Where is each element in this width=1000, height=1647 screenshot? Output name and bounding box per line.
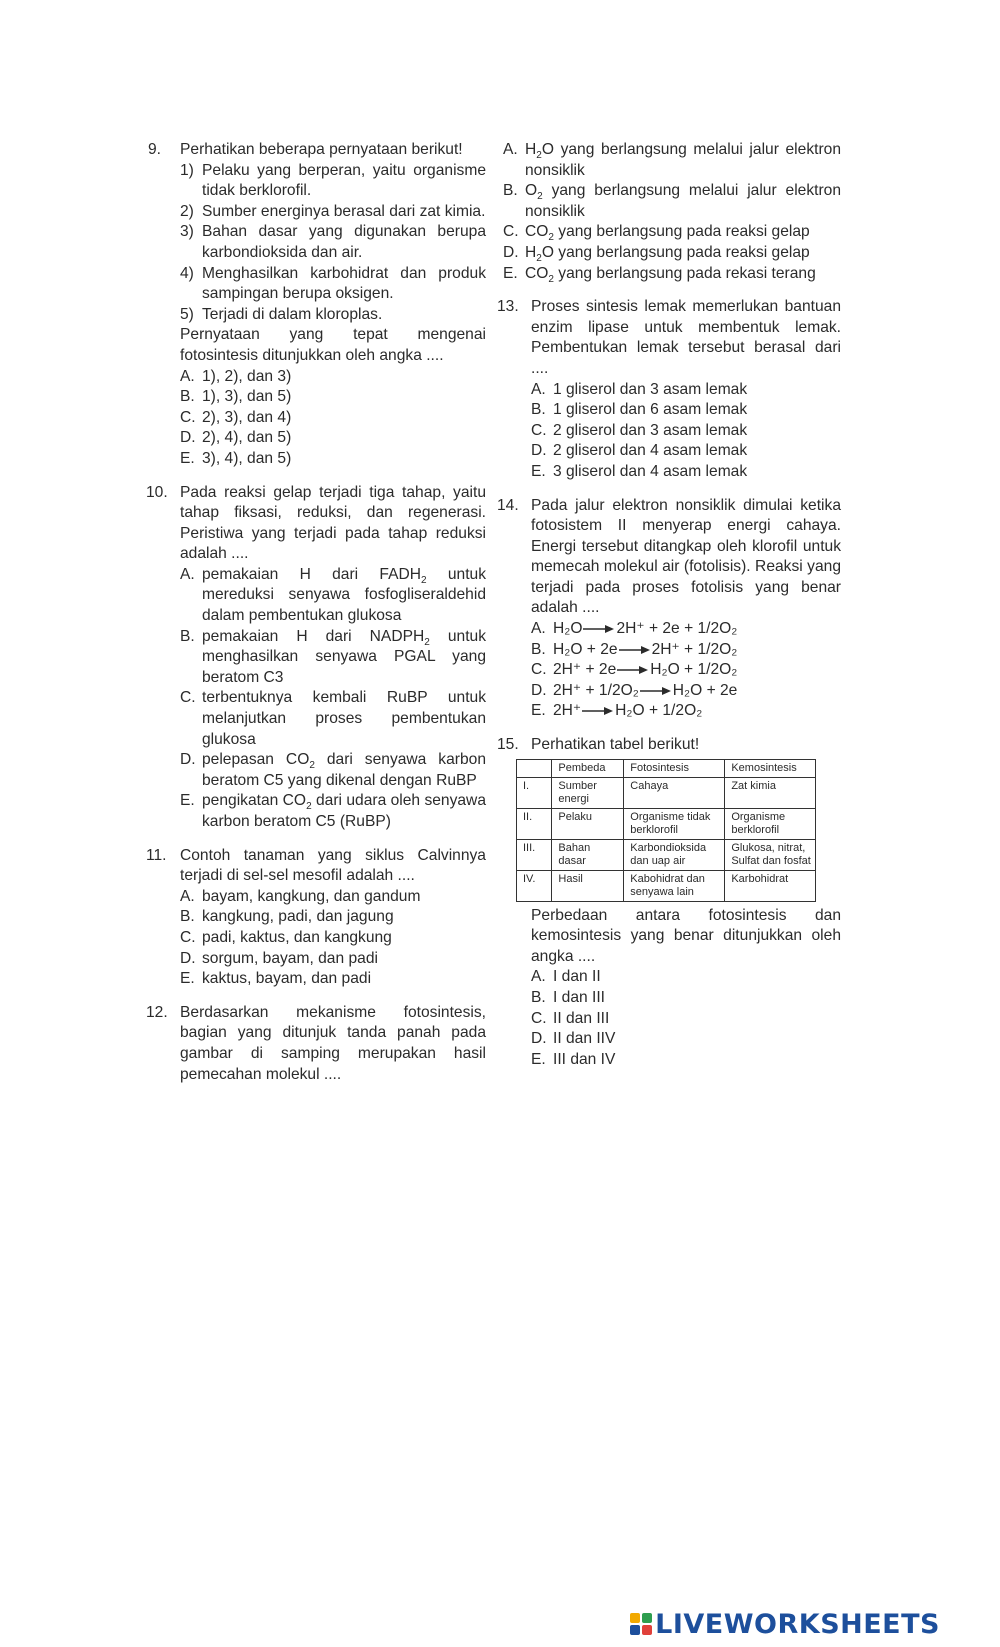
table-cell: Glukosa, nitrat, Sulfat dan fosfat: [725, 839, 816, 870]
left-column: [148, 140, 486, 1098]
table-cell: Cahaya: [624, 777, 725, 808]
answer-option-b[interactable]: B. I dan III: [531, 989, 606, 1006]
question-prompt: Pernyataan yang tepat mengenai fotosintesis ditunjukkan oleh angka ....: [180, 326, 486, 364]
question-stem: Berdasarkan mekanisme fotosintesis, bagian yang ditunjuk tanda panah pada gambar di samping merupakan hasil pemecahan molekul ....: [180, 1003, 486, 1083]
comparison-table: [516, 759, 816, 902]
question-14: [499, 496, 841, 723]
question-number: 10.: [146, 483, 168, 501]
question-number: 9.: [148, 141, 162, 158]
question-stem: Pada reaksi gelap terjadi tiga tahap, yaitu tahap fiksasi, reduksi, dan regenerasi. Peristiwa yang terjadi pada tahap reduksi adalah ....: [180, 483, 486, 563]
statement-item: 5) Terjadi di dalam kloroplas.: [180, 305, 383, 323]
liveworksheets-brand[interactable]: [630, 1610, 940, 1638]
answer-option-b[interactable]: B. pemakaian H dari $NADPH_2$ untuk menghasilkan senyawa PGAL yang beratom C3: [180, 627, 486, 686]
question-stem: Perhatikan beberapa pernyataan berikut!: [180, 141, 463, 158]
table-cell: II.: [517, 808, 552, 839]
reaction-arrow-icon: [640, 686, 672, 696]
table-row: [517, 839, 816, 870]
question-number: 15.: [497, 736, 519, 754]
answer-option-e[interactable]: E. 3), 4), dan 5): [180, 449, 292, 467]
answer-option-c[interactable]: C. 2H⁺ + 2e H₂O + 1/2O₂: [531, 661, 738, 679]
statement-item: 1) Pelaku yang berperan, yaitu organisme tidak berklorofil.: [180, 161, 486, 200]
question-prompt: Perbedaan antara fotosintesis dan kemosintesis yang benar ditunjukkan oleh angka ....: [531, 906, 841, 965]
answer-option-e[interactable]: E. 2H⁺ H₂O + 1/2O₂: [531, 702, 703, 720]
answer-option-a[interactable]: A. bayam, kangkung, dan gandum: [180, 887, 421, 905]
statement-item: 2) Sumber energinya berasal dari zat kimia.: [180, 202, 486, 220]
reaction-arrow-icon: [582, 706, 614, 716]
table-cell: III.: [517, 839, 552, 870]
answer-option-a[interactable]: A. I dan II: [531, 968, 601, 986]
table-header-row: [517, 759, 816, 777]
answer-option-c[interactable]: C. 2), 3), dan 4): [180, 408, 292, 426]
answer-option-b[interactable]: B. 1 gliserol dan 6 asam lemak: [531, 401, 748, 419]
answer-option-e[interactable]: E. 3 gliserol dan 4 asam lemak: [531, 462, 748, 480]
answer-option-c[interactable]: C. 2 gliserol dan 3 asam lemak: [531, 421, 748, 439]
question-stem: Contoh tanaman yang siklus Calvinnya terjadi di sel-sel mesofil adalah ....: [180, 846, 486, 885]
table-cell: Organisme berklorofil: [725, 808, 816, 839]
table-cell: Kemosintesis: [725, 759, 816, 777]
answer-option-a[interactable]: A. H₂O 2H⁺ + 2e + 1/2O₂: [531, 620, 738, 638]
table-cell: [517, 759, 552, 777]
table-row: [517, 808, 816, 839]
liveworksheets-logo-icon: [630, 1613, 652, 1635]
question-stem: Proses sintesis lemak memerlukan bantuan enzim lipase untuk membentuk lemak. Pembentukan lemak tersebut berasal dari ....: [531, 298, 841, 377]
answer-option-d[interactable]: D. sorgum, bayam, dan padi: [180, 949, 378, 967]
question-stem: Perhatikan tabel berikut!: [531, 736, 700, 754]
answer-option-a[interactable]: A. 1), 2), dan 3): [180, 367, 292, 385]
right-column: [499, 140, 841, 1083]
answer-option-e[interactable]: E. kaktus, bayam, dan padi: [180, 970, 372, 988]
table-cell: Pelaku: [552, 808, 624, 839]
answer-option-e[interactable]: E. III dan IV: [531, 1050, 616, 1068]
answer-option-c[interactable]: C. padi, kaktus, dan kangkung: [180, 928, 392, 946]
table-cell: Karbohidrat: [725, 870, 816, 901]
statement-item: 4) Menghasilkan karbohidrat dan produk sampingan berupa oksigen.: [180, 264, 486, 303]
question-number: 12.: [146, 1003, 168, 1021]
answer-option-d[interactable]: D. 2H⁺ + 1/2O₂ H₂O + 2e: [531, 681, 738, 699]
table-cell: Organisme tidak berklorofil: [624, 808, 725, 839]
table-cell: Fotosintesis: [624, 759, 725, 777]
table-cell: Zat kimia: [725, 777, 816, 808]
answer-option-d[interactable]: D. II dan IIV: [531, 1030, 616, 1048]
logo-square: [630, 1613, 640, 1623]
brand-name: LIVEWORKSHEETS: [655, 1608, 940, 1640]
question-stem: Pada jalur elektron nonsiklik dimulai ketika fotosistem II menyerap energi cahaya. Energi tersebut ditangkap oleh klorofil untuk memecah molekul air (fotolisis). Reaksi yang terjadi pada proses fotolisis yang benar adalah ....: [531, 496, 841, 617]
table-cell: Bahan dasar: [552, 839, 624, 870]
logo-square: [642, 1613, 652, 1623]
answer-option-d[interactable]: D. 2), 4), dan 5): [180, 429, 292, 447]
table-row: [517, 777, 816, 808]
question-15: [499, 735, 841, 1070]
answer-option-a[interactable]: A. 1 gliserol dan 3 asam lemak: [531, 380, 748, 398]
question-number: 11.: [146, 846, 167, 864]
answer-option-d[interactable]: D. pelepasan $CO_2$ dari senyawa karbon beratom C5 yang dikenal dengan RuBP: [180, 751, 486, 789]
answer-option-e[interactable]: E. $CO_2$ yang berlangsung pada rekasi terang: [503, 264, 816, 285]
question-12-options: [467, 140, 841, 284]
answer-option-a[interactable]: A. pemakaian H dari $FADH_2$ untuk mereduksi senyawa fosfogliseraldehid dalam pembentukan glukosa: [180, 565, 486, 625]
logo-square: [642, 1625, 652, 1635]
table-row: [517, 870, 816, 901]
table-cell: I.: [517, 777, 552, 808]
answer-option-b[interactable]: B. kangkung, padi, dan jagung: [180, 908, 394, 926]
answer-option-c[interactable]: C. terbentuknya kembali RuBP untuk melanjutkan proses pembentukan glukosa: [180, 689, 486, 748]
table-cell: Karbondioksida dan uap air: [624, 839, 725, 870]
answer-option-c[interactable]: C. $CO_2$ yang berlangsung pada reaksi gelap: [503, 223, 810, 244]
question-10: [148, 483, 486, 833]
table-cell: Pembeda: [552, 759, 624, 777]
reaction-arrow-icon: [583, 624, 615, 634]
table-cell: Sumber energi: [552, 777, 624, 808]
reaction-arrow-icon: [619, 645, 651, 655]
question-number: 13.: [497, 298, 519, 316]
answer-option-d[interactable]: D. $H_2O$ yang berlangsung pada reaksi gelap: [503, 243, 810, 265]
logo-square: [630, 1625, 640, 1635]
answer-option-d[interactable]: D. 2 gliserol dan 4 asam lemak: [531, 442, 748, 460]
answer-option-b[interactable]: B. H₂O + 2e 2H⁺ + 1/2O₂: [531, 640, 738, 658]
table-cell: Hasil: [552, 870, 624, 901]
question-9: [148, 140, 486, 470]
table-cell: Kabohidrat dan senyawa lain: [624, 870, 725, 901]
statement-item: 3) Bahan dasar yang digunakan berupa karbondioksida dan air.: [180, 223, 486, 261]
question-12: [148, 1003, 486, 1085]
question-number: 14.: [497, 496, 519, 514]
answer-option-c[interactable]: C. II dan III: [531, 1009, 610, 1027]
answer-option-a[interactable]: A. $H_2O$ yang berlangsung melalui jalur elektron nonsiklik: [503, 141, 841, 179]
answer-option-b[interactable]: B. $O_2$ yang berlangsung melalui jalur elektron nonsiklik: [503, 182, 841, 220]
question-13: [499, 297, 841, 482]
table-cell: IV.: [517, 870, 552, 901]
answer-option-b[interactable]: B. 1), 3), dan 5): [180, 388, 292, 406]
question-11: [148, 846, 486, 990]
reaction-arrow-icon: [617, 665, 649, 675]
answer-option-e[interactable]: E. pengikatan $CO_2$ dari udara oleh senyawa karbon beratom C5 (RuBP): [180, 792, 486, 830]
